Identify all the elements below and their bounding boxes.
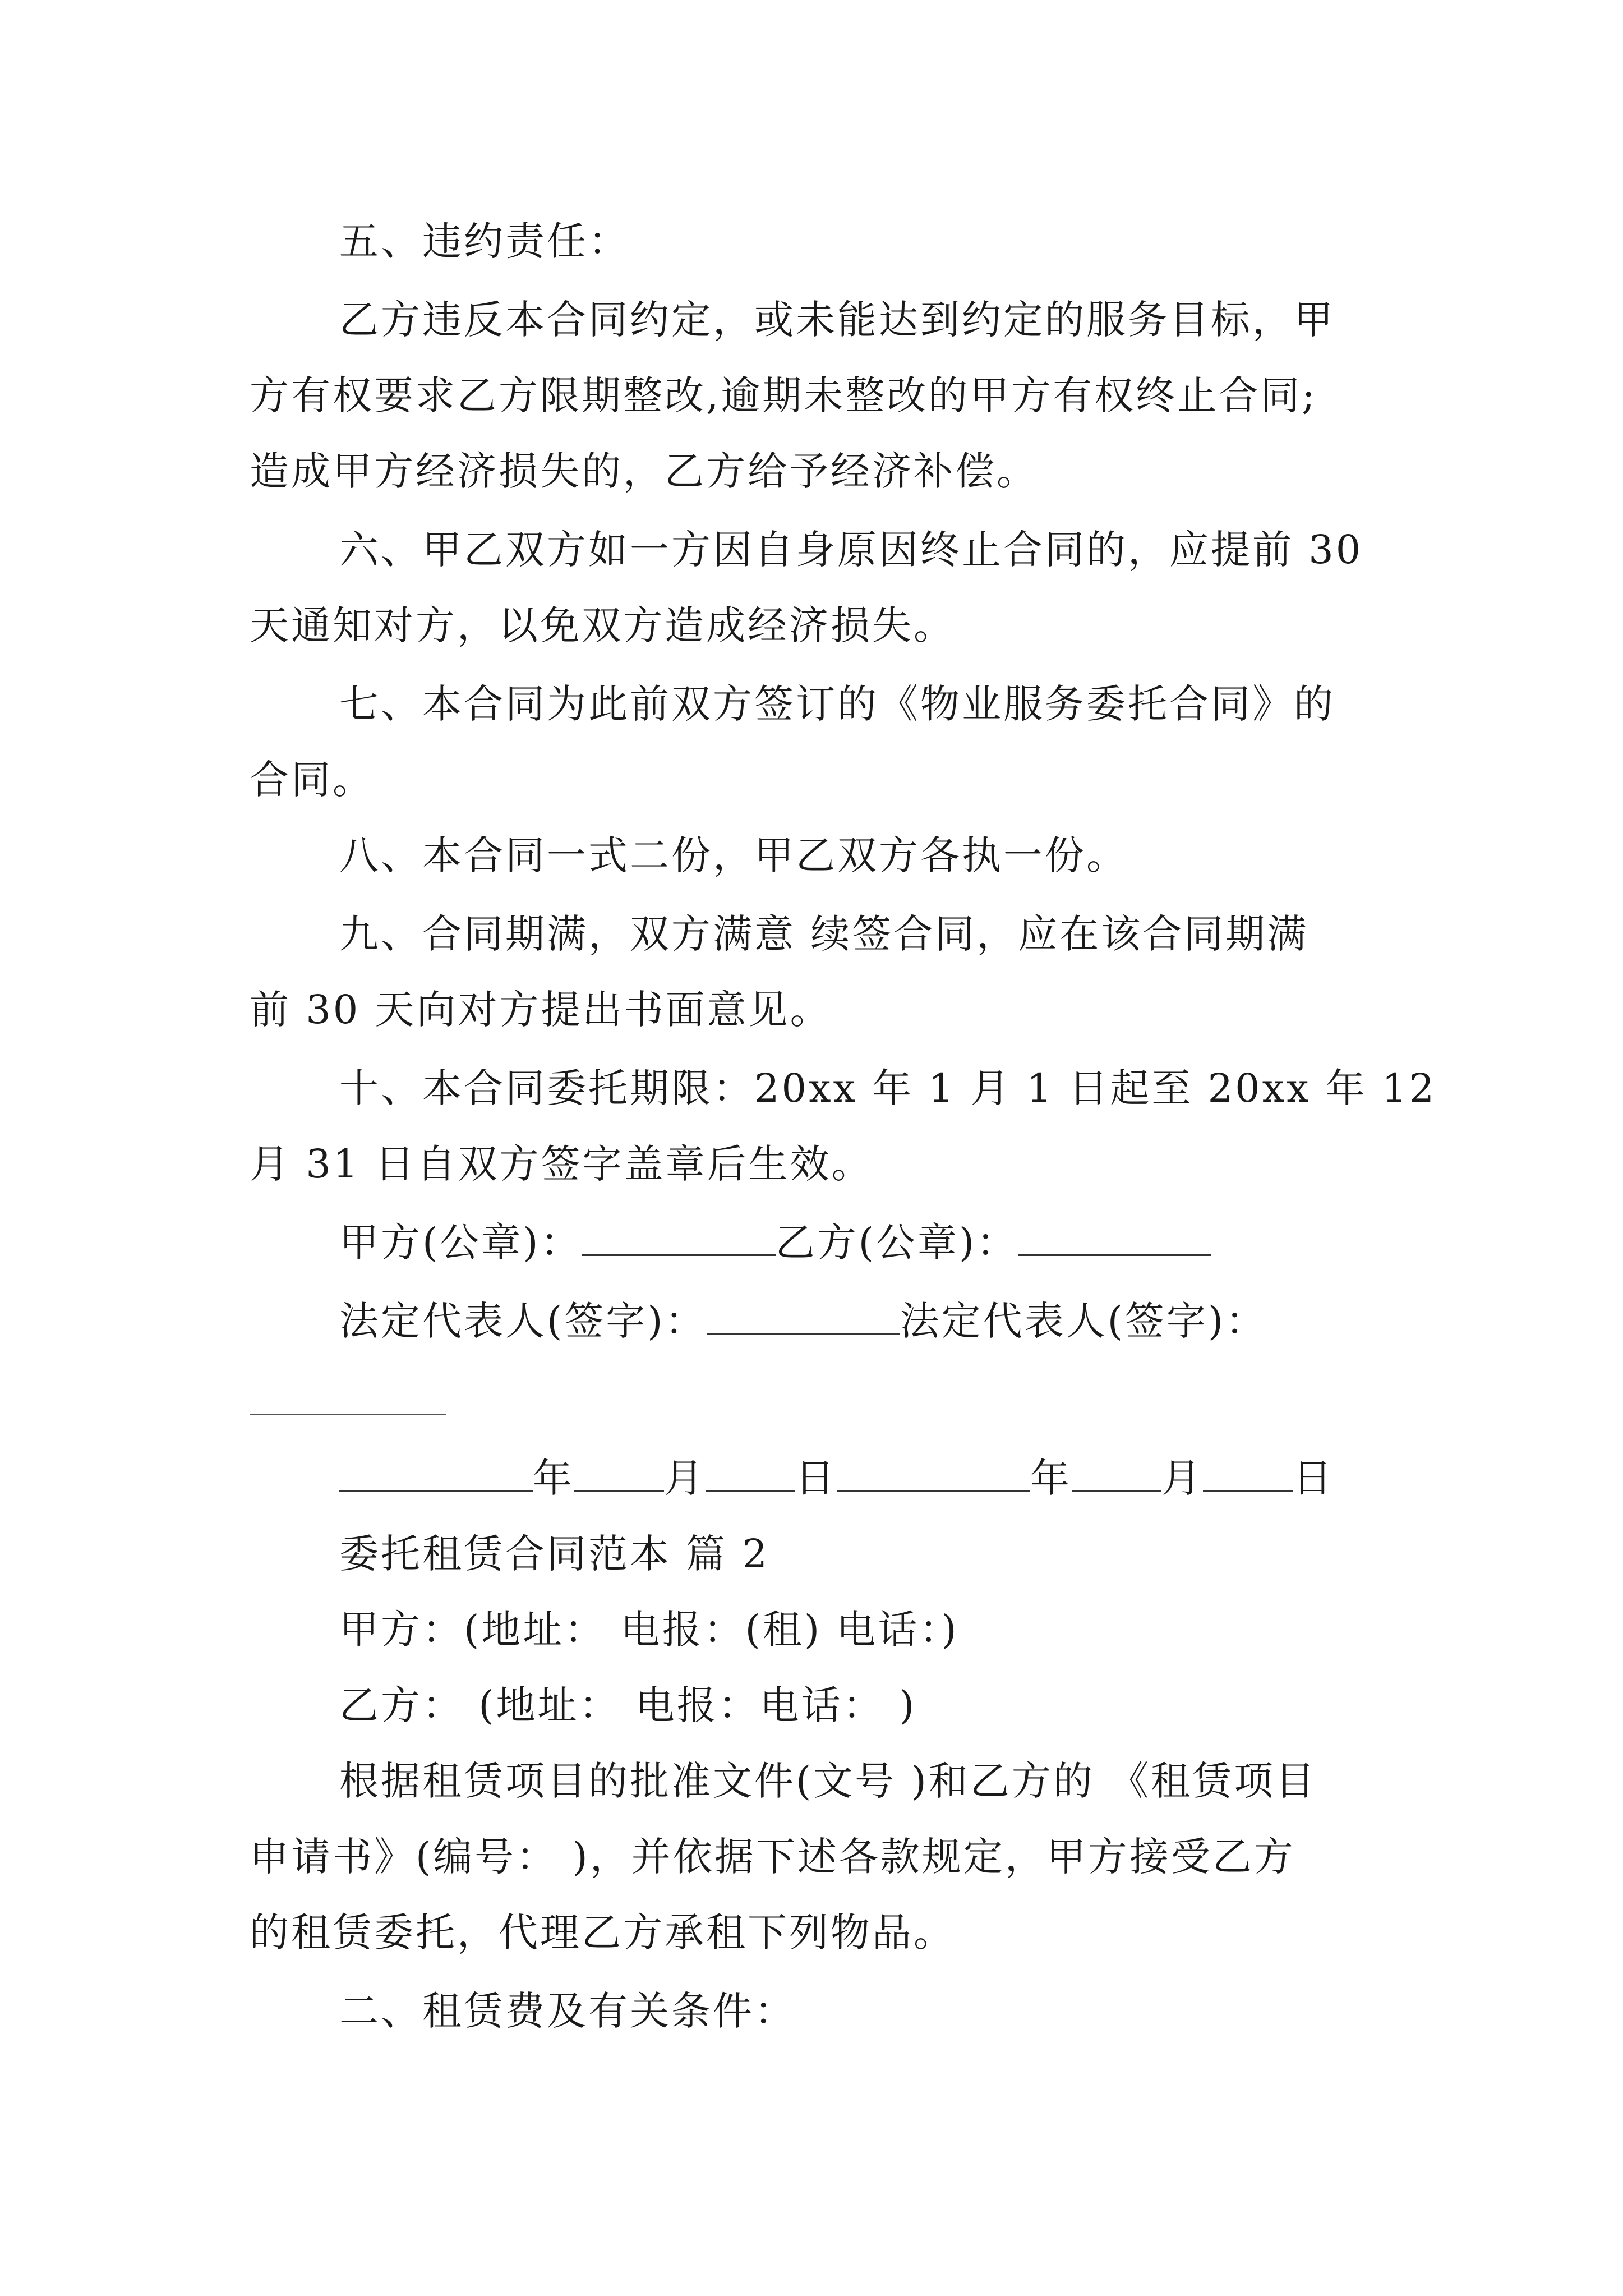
date-a-month-blank[interactable] xyxy=(574,1455,664,1492)
date-a-year-blank[interactable] xyxy=(339,1455,533,1492)
clause-9-line-2: 前 30 天向对方提出书面意见。 xyxy=(250,987,832,1033)
clause-8: 八、本合同一式二份，甲乙双方各执一份。 xyxy=(339,832,1128,878)
section-2-title: 委托租赁合同范本 篇 2 xyxy=(339,1531,770,1577)
party-a-seal-blank[interactable] xyxy=(582,1220,776,1256)
rep-b-blank[interactable] xyxy=(250,1414,446,1415)
date-a-month-label: 月 xyxy=(664,1455,706,1501)
clause-5-text-line-1: 乙方违反本合同约定，或未能达到约定的服务目标，甲 xyxy=(339,297,1335,343)
section-2-party-a: 甲方：(地址： 电报：(租) 电话：) xyxy=(339,1607,959,1653)
section-2-intro-line-3: 的租赁委托，代理乙方承租下列物品。 xyxy=(250,1910,955,1955)
clause-5-text-line-3: 造成甲方经济损失的，乙方给予经济补偿。 xyxy=(250,448,1038,494)
clause-9-line-1: 九、合同期满，双方满意 续签合同，应在该合同期满 xyxy=(339,911,1309,957)
section-2-intro-line-1: 根据租赁项目的批准文件(文号 )和乙方的 《租赁项目 xyxy=(339,1758,1317,1804)
seal-line xyxy=(339,1217,1211,1268)
date-a-day-blank[interactable] xyxy=(706,1455,795,1492)
date-b-year-label: 年 xyxy=(1030,1455,1072,1501)
section-2-item-2: 二、租赁费及有关条件： xyxy=(339,1988,796,2034)
date-b-day-blank[interactable] xyxy=(1203,1455,1293,1492)
date-a-year-label: 年 xyxy=(533,1455,574,1501)
date-line xyxy=(339,1453,1334,1503)
rep-b-label: 法定代表人(签字)： xyxy=(900,1298,1267,1344)
party-a-seal-label: 甲方(公章)： xyxy=(339,1220,582,1266)
clause-7-line-2: 合同。 xyxy=(250,757,374,803)
clause-5-heading: 五、违约责任： xyxy=(339,218,630,264)
clause-6-line-1: 六、甲乙双方如一方因自身原因终止合同的，应提前 30 xyxy=(339,527,1363,573)
section-2-intro-line-2: 申请书》(编号： )，并依据下述各款规定，甲方接受乙方 xyxy=(250,1834,1295,1880)
date-b-month-label: 月 xyxy=(1161,1455,1203,1501)
party-b-seal-label: 乙方(公章)： xyxy=(775,1220,1018,1266)
date-b-year-blank[interactable] xyxy=(837,1455,1030,1492)
clause-7-line-1: 七、本合同为此前双方签订的《物业服务委托合同》的 xyxy=(339,681,1335,727)
section-2-party-b: 乙方： (地址： 电报：电话： ) xyxy=(339,1682,917,1728)
representative-line xyxy=(339,1296,1267,1346)
party-b-seal-blank[interactable] xyxy=(1018,1220,1211,1256)
rep-a-label: 法定代表人(签字)： xyxy=(339,1298,707,1344)
clause-10-line-1: 十、本合同委托期限：20xx 年 1 月 1 日起至 20xx 年 12 xyxy=(339,1065,1437,1111)
clause-5-text-line-2: 方有权要求乙方限期整改,逾期未整改的甲方有权终止合同; xyxy=(250,372,1317,418)
clause-6-line-2: 天通知对方，以免双方造成经济损失。 xyxy=(250,602,955,648)
date-b-day-label: 日 xyxy=(1293,1455,1334,1501)
date-b-month-blank[interactable] xyxy=(1072,1455,1161,1492)
date-a-day-label: 日 xyxy=(795,1455,837,1501)
clause-10-line-2: 月 31 日自双方签字盖章后生效。 xyxy=(250,1141,873,1187)
rep-a-blank[interactable] xyxy=(707,1298,900,1335)
